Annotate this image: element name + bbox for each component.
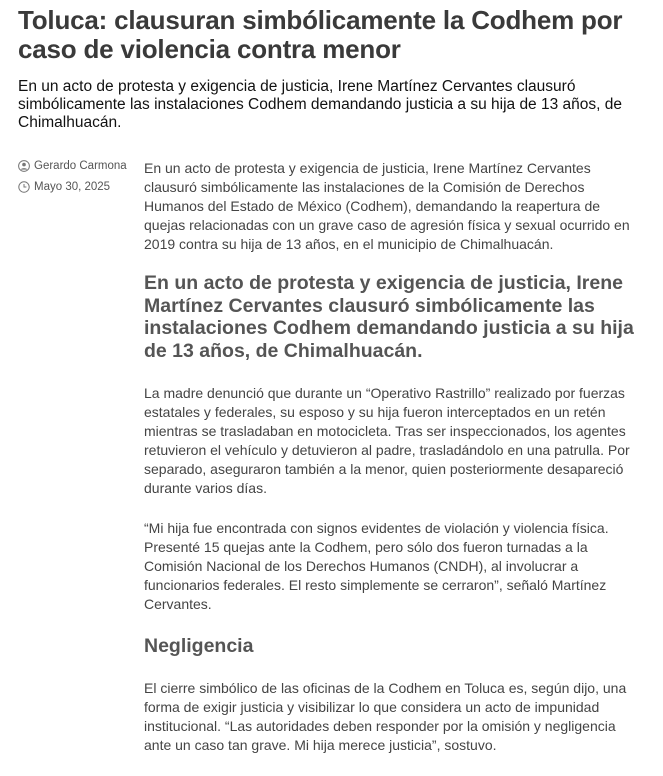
article-layout — [18, 159, 645, 776]
body-paragraph: La madre denunció que durante un “Operativo Rastrillo” realizado por fuerzas estatales y federales, su esposo y su hija fueron interceptados en un retén mientras se trasladaban en motocicleta. Tras ser inspeccionados, los agentes retuvieron el vehículo y detuvieron al padre, trasladándolo en una patrulla. Por separado, aseguraron también a la menor, quien posteriormente desapareció durante varios días. — [144, 385, 630, 496]
article-body — [144, 159, 645, 776]
author-name[interactable]: Gerardo Carmona — [34, 160, 127, 172]
article-subtitle: En un acto de protesta y exigencia de justicia, Irene Martínez Cervantes clausuró simbólicamente las instalaciones Codhem demandando justicia a su hija de 13 años, de Chimalhuacán. — [18, 78, 623, 131]
body-paragraph: En un acto de protesta y exigencia de justicia, Irene Martínez Cervantes clausuró simbólicamente las instalaciones de la Comisión de Derechos Humanos del Estado de México (Codhem), demandando la reapertura de quejas relacionadas con un grave caso de agresión física y sexual ocurrido en 2019 contra su hija de 13 años, en el municipio de Chimalhuacán. — [144, 160, 630, 252]
article-meta — [18, 159, 144, 776]
body-paragraph: El cierre simbólico de las oficinas de la Codhem en Toluca es, según dijo, una forma de exigir justicia y visibilizar lo que considera un acto de impunidad institucional. “Las autoridades deben responder por la omisión y negligencia ante un caso tan grave. Mi hija merece justicia”, sostuvo. — [144, 680, 627, 753]
author-row[interactable] — [18, 159, 144, 173]
article-title: Toluca: clausuran simbólicamente la Codhem por caso de violencia contra menor — [18, 5, 623, 64]
clock-icon — [18, 181, 30, 193]
lead-heading: En un acto de protesta y exigencia de justicia, Irene Martínez Cervantes clausuró simbólicamente las instalaciones Codhem demandando justicia a su hija de 13 años, de Chimalhuacán. — [144, 272, 634, 362]
section-heading: Negligencia — [144, 635, 254, 657]
user-icon — [18, 160, 30, 172]
date-row — [18, 180, 144, 194]
publish-date: Mayo 30, 2025 — [34, 181, 111, 193]
quote-paragraph: “Mi hija fue encontrada con signos evidentes de violación y violencia física. Presenté 15 quejas ante la Codhem, pero sólo dos fueron turnadas a la Comisión Nacional de los Derechos Humanos (CNDH), al involucrar a funcionarios federales. El resto simplemente se cerraron”, señaló Martínez Cervantes. — [144, 520, 609, 612]
